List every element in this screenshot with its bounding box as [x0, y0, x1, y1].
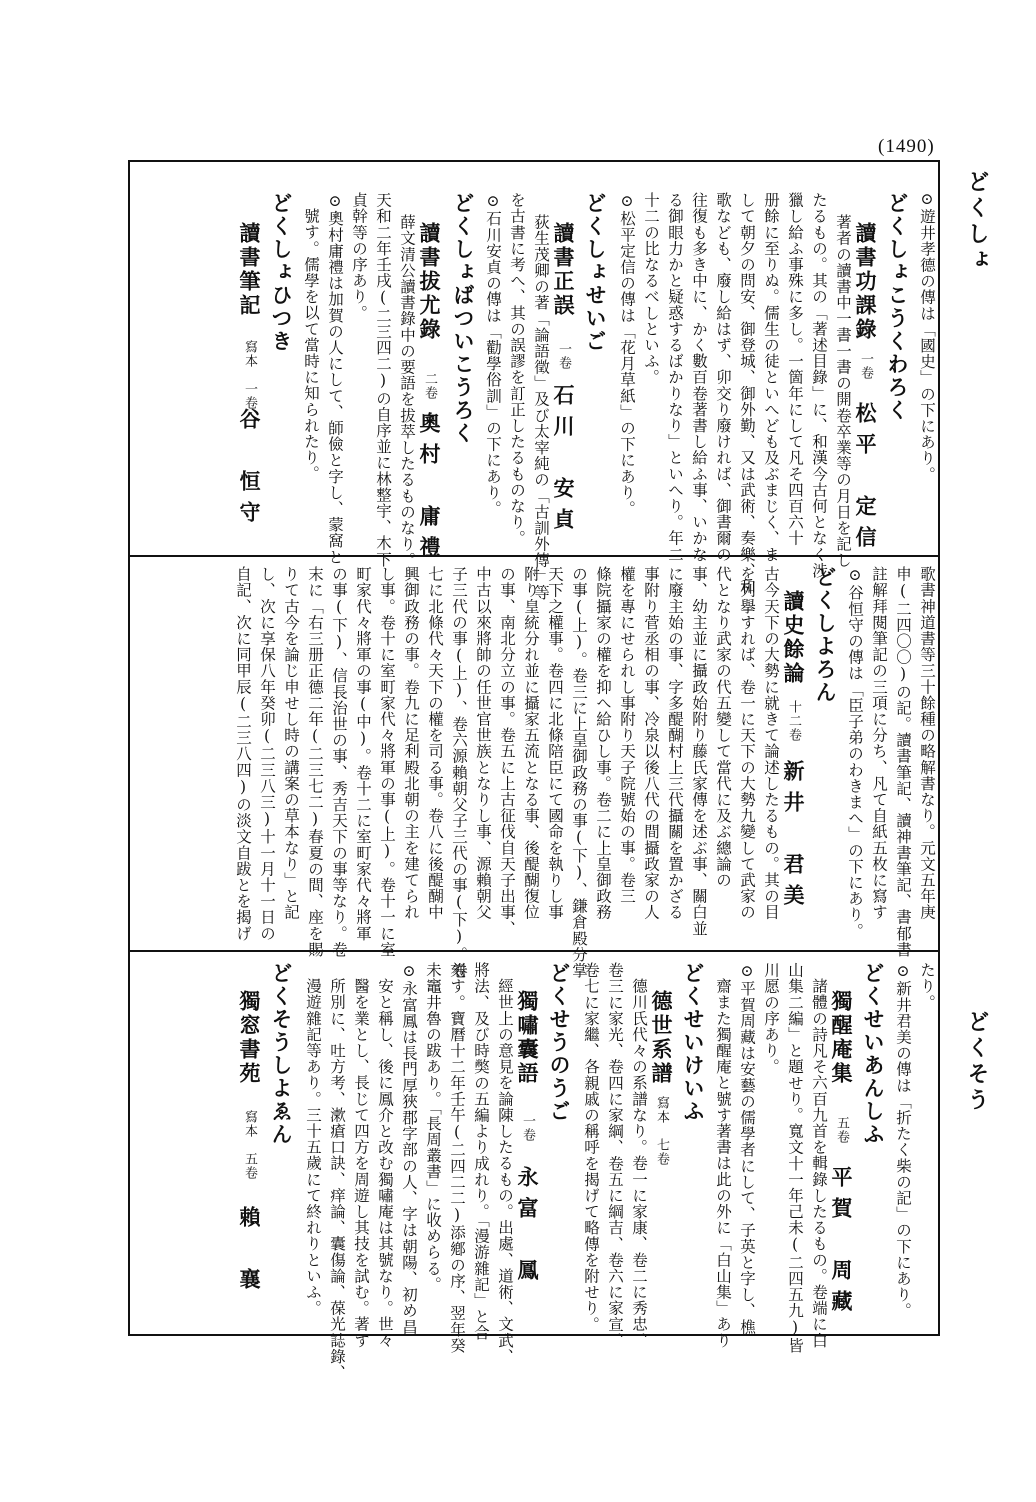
entry-body: 中古以來將帥の任世官世族となりし事、源賴朝父	[474, 566, 492, 921]
entry-body: し事。卷十に室町家代々將軍の事(上)。卷十一に室	[378, 566, 396, 958]
entry-body: 自記、次に同甲辰(二三八四)の淡文自跋とを揭げ	[234, 566, 252, 942]
entry-volumes: 五卷	[834, 1116, 849, 1144]
entry-body: 歌書神道書等三十餘種の略解書なり。元文五年庚	[918, 566, 936, 921]
entry-body: を古書に考へ、其の誤謬を訂正したるものなり。	[508, 192, 526, 547]
entry-body: 古今天下の大勢に就きて論述したるもの。其の目	[762, 566, 780, 921]
margin-index-bottom: どくそう	[964, 1010, 990, 1114]
entry-body: 德川氏代々の系譜なり。卷一に家康、卷二に秀忠、	[630, 978, 648, 1349]
cross-reference-note: ⊙松平定信の傳は「花月草紙」の下にあり。	[618, 192, 636, 517]
entry-heading: どくせいあんしふ	[861, 962, 886, 1146]
entry-body: 獵し給ふ事殊に多し。一箇年にして凡そ四百六十	[786, 192, 804, 547]
entry-body: 子三代の事(上)、卷六源賴朝父子三代の事(下)。卷	[450, 566, 468, 979]
entry-body: 天和二年壬戌(二三四二)の自序並に林整宇、木下	[374, 192, 392, 568]
entry-body: の事、南北分立の事。卷五に上古征伐自天子出事、	[498, 566, 516, 937]
page-number: (1490)	[878, 136, 935, 157]
entry-author: 賴 襄	[237, 1206, 262, 1299]
text-column: たり。	[918, 962, 936, 1011]
entry-volumes: 一卷	[858, 352, 873, 380]
entry-body: 經世上の意見を論陳したるもの。出處、道術、文武、	[496, 978, 514, 1365]
entry-author: 奧村 庸禮	[417, 412, 442, 567]
entry-title: 讀書正誤	[551, 222, 576, 318]
margin-index-top: どくしょ	[964, 170, 990, 274]
entry-volumes: 一卷	[520, 1114, 535, 1142]
entry-volumes: 二卷	[422, 372, 437, 400]
entry-body: 未竈井魯の跋あり。「長周叢書」に收めらる。	[424, 962, 442, 1293]
entry-body: 山集二編」と題せり。寬文十一年己未(二四五九)皆	[786, 962, 804, 1354]
cross-reference-note: ⊙奧村庸禮は加賀の人にして、師儉と字し、蒙窩と	[326, 192, 344, 565]
entry-heading: どくしょばついこうろく	[451, 192, 476, 445]
entry-body: 條院攝家の權を抑へ給ひし事。卷二に上皇御政務	[594, 566, 612, 921]
entry-body: 川愿の序あり。	[762, 962, 780, 1075]
entry-body: 註解拜閱筆記の三項に分ち、凡て自紙五枚に寫す	[870, 566, 888, 921]
entry-body: の事(下)、信長治世の事、秀吉天下の事等なり。卷	[330, 566, 348, 958]
entry-title: 獨嘯囊語	[515, 990, 540, 1086]
cross-reference-note: 醫を業とし、長じて四方を周遊し其技を試む。著す	[352, 978, 370, 1349]
entry-heading: どくそうしよゑん	[269, 962, 294, 1146]
entry-body: の事(上)。卷三に上皇御政務の事(下)、鎌倉殿分掌	[570, 566, 588, 979]
cross-reference-note: ⊙谷恒守の傳は「臣子弟のわきまへ」の下にあり。	[846, 566, 864, 939]
entry-body: して朝夕の問安、御登城、御外勤、又は武術、奏樂、和	[738, 192, 756, 595]
entry-body: を列擧すれば、卷一に天下の大勢九變して武家の	[738, 566, 756, 921]
entry-heading: どくしょこうくわろく	[885, 192, 910, 422]
entry-body: 代となり武家の代五變して當代に及ぶ總論の	[714, 566, 732, 888]
cross-reference-note: ⊙平賀周藏は安藝の儒學者にして、子英と字し、樵	[738, 962, 756, 1335]
entry-body: 諸體の詩凡そ六百九首を輯錄したるもの。卷端に白	[810, 978, 828, 1349]
entry-title: 讀書拔尤錄	[417, 222, 442, 342]
entry-body: に廢主始の事、字多醍醐村上三代攝關を置かざる	[666, 566, 684, 921]
entry-author: 新井 君美	[781, 760, 806, 915]
entry-body: 權を專にせられし事附り天子院號始の事。卷三	[618, 566, 636, 905]
entry-body: 將法、及び時獘の五編より成れり。「漫游雜記」と合	[472, 962, 490, 1341]
text-column: ⊙遊井孝德の傳は「國史」の下にあり。	[918, 190, 936, 483]
entry-heading: どくせいけいふ	[681, 962, 706, 1123]
entry-body: 貞幹等の序あり。	[350, 192, 368, 321]
cross-reference-note: 所別に、吐方考、漱瘡口訣、痒論、囊傷論、葆光誌錄、	[328, 978, 346, 1381]
entry-title: 讀書筆記	[237, 222, 262, 318]
entry-volumes: 寫本 一卷	[242, 340, 257, 410]
entry-volumes: 寫本 七卷	[654, 1096, 669, 1166]
entry-body: 事附り菅丞相の事、冷泉以後八代の間攝政家の人	[642, 566, 660, 921]
entry-volumes: 十二卷	[786, 700, 801, 742]
entry-body: 末に「右三册正德二年(二三七二)春夏の間、座を賜	[306, 566, 324, 958]
entry-title: 獨窓書苑	[237, 990, 262, 1086]
entry-body: 附り皇統分れ並に攝家五流となる事、後醍醐復位	[522, 566, 540, 921]
entry-body: 天下之權事。卷四に北條陪臣にて國命を執りし事	[546, 566, 564, 921]
entry-body: 往復も多き中に、かく數百卷著書し給ふ事、いかな	[690, 192, 708, 563]
entry-body: りて古今を論じ申せし時の講案の草本なり」と記	[282, 566, 300, 921]
entry-body: 著者の讀書中一書一書の開卷卒業等の月日を記し	[834, 214, 852, 569]
entry-author: 谷 恒守	[237, 408, 262, 532]
entry-body: 七に北條代々天下の權を司る事。卷八に後醍醐中	[426, 566, 444, 921]
entry-body: 刻す。寶曆十二年壬午(二四二二)添鄕の序、翌年癸	[448, 962, 466, 1354]
entry-heading: どくせうのうご	[547, 962, 572, 1123]
entry-volumes: 寫本 五卷	[242, 1110, 257, 1180]
entry-title: 讀史餘論	[781, 590, 806, 686]
entry-body: たるもの。其の「著述目錄」に、和漢今古何となく涉	[810, 192, 828, 579]
entry-author: 平賀 周藏	[829, 1166, 854, 1321]
entry-author: 石川 安貞	[551, 384, 576, 539]
entry-body: 町家代々將軍の事(中)。卷十二に室町家代々將軍	[354, 566, 372, 942]
cross-reference-note: ⊙永富鳳は長門厚狹郡字部の人、字は朝陽、初め昌	[400, 962, 418, 1335]
entry-title: 德世系譜	[649, 990, 674, 1086]
cross-reference-note: 漫遊雜記等あり。三十五歲にて終れりといふ。	[304, 978, 322, 1317]
entry-body: 申(二四〇〇)の記。讀書筆記、讀神書筆記、書郁書	[894, 566, 912, 958]
divider-lower	[128, 950, 940, 952]
entry-title: 獨醒庵集	[829, 990, 854, 1086]
entry-body: し、次に享保八年癸卯(二三八三)十一月十一日の	[258, 566, 276, 942]
entry-heading: どくしょひつき	[269, 192, 294, 353]
entry-body: 卷七に家繼、各親戚の稱呼を揭げて略傳を附せり。	[582, 962, 600, 1333]
cross-reference-note: 號す。儒學を以て當時に知られたり。	[302, 208, 320, 482]
entry-body: る御眼力かと疑惑するばかりなり」といへり。年二	[666, 192, 684, 563]
entry-volumes: 一卷	[556, 342, 571, 370]
cross-reference-note: ⊙新井君美の傳は「折たく柴の記」の下にあり。	[894, 962, 912, 1319]
cross-reference-note: 齋また獨醒庵と號す著書は此の外に「白山集」あり	[714, 978, 732, 1349]
entry-body: 荻生茂卿の著「論語徵」及び太宰純の「古訓外傳」等	[532, 214, 550, 601]
entry-body: 册餘に至りぬ。儒生の徒といへども及ぶまじく、ま	[762, 192, 780, 563]
entry-body: 事、幼主並に攝政始附り藤氏家傳を述ぶ事、關白並	[690, 566, 708, 937]
entry-body: 卷三に家光、卷四に家綱、卷五に綱吉、卷六に家宣、	[606, 962, 624, 1349]
entry-body: 十二の比なるべしといふ。	[642, 192, 660, 386]
entry-title: 讀書功課錄	[853, 222, 878, 342]
cross-reference-note: ⊙石川安貞の傳は「勸學俗訓」の下にあり。	[484, 192, 502, 517]
entry-heading: どくしょせいご	[583, 192, 608, 353]
entry-author: 松平 定信	[853, 402, 878, 557]
entry-body: 興御政務の事。卷九に足利殿北朝の主を建てられ	[402, 566, 420, 921]
cross-reference-note: 安と稱し、後に鳳介と改む獨嘯庵は其號なり。世々	[376, 978, 394, 1349]
entry-body: 歌なども、廢し給はず、卯交り廢ければ、御書爾の	[714, 192, 732, 563]
entry-body: 薛文清公讀書錄中の要語を拔萃したるものなり。	[398, 214, 416, 569]
entry-heading: どくしよろん	[813, 566, 838, 704]
entry-author: 永富 鳳	[515, 1166, 540, 1290]
